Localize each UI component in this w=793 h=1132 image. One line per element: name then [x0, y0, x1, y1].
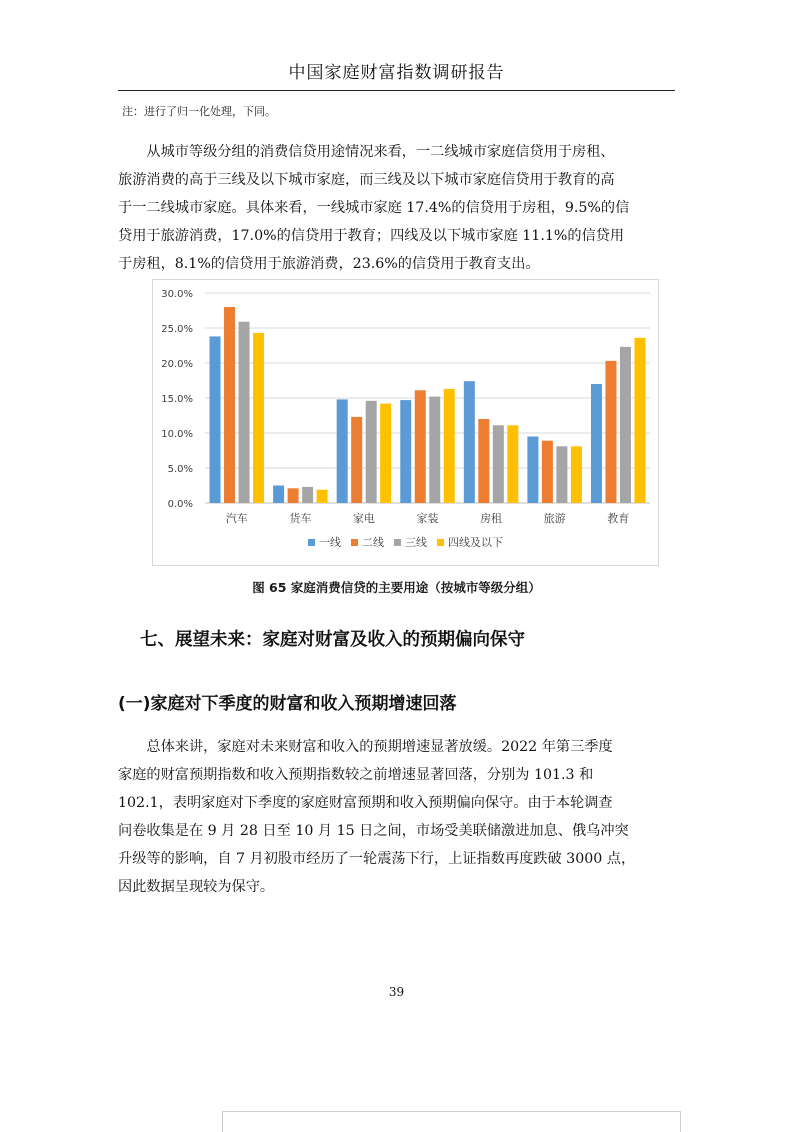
paragraph-expectations — [118, 733, 674, 901]
x-tick-label: 汽车 — [225, 512, 248, 525]
subsection-heading: (一)家庭对下季度的财富和收入预期增速回落 — [118, 694, 457, 714]
bar-三线-汽车 — [239, 322, 250, 503]
bar-二线-家电 — [351, 417, 362, 503]
bar-二线-货车 — [288, 488, 299, 503]
legend-swatch — [394, 539, 401, 546]
bar-三线-货车 — [302, 487, 313, 503]
bar-二线-汽车 — [224, 307, 235, 503]
bar-一线-房租 — [464, 381, 475, 503]
bar-三线-家装 — [429, 397, 440, 503]
y-tick-label: 5.0% — [167, 464, 193, 475]
bar-三线-房租 — [493, 425, 504, 503]
paragraph-line: 102.1，表明家庭对下季度的家庭财富预期和收入预期偏向保守。由于本轮调查 — [118, 795, 613, 811]
x-tick-label: 房租 — [480, 512, 503, 525]
bar-三线-教育 — [620, 347, 631, 503]
bar-chart — [153, 280, 658, 565]
y-axis-ticks — [161, 289, 193, 510]
chart-bars — [210, 307, 646, 503]
y-tick-label: 15.0% — [161, 394, 193, 405]
x-axis-ticks — [226, 511, 629, 525]
bar-一线-家电 — [337, 399, 348, 503]
y-tick-label: 10.0% — [161, 429, 193, 440]
paragraph-line: 问卷收集是在 9 月 28 日至 10 月 15 日之间，市场受美联储激进加息、俄乌冲突 — [118, 823, 629, 839]
bar-四线及以下-货车 — [317, 490, 328, 503]
legend-swatch — [351, 539, 358, 546]
x-tick-label: 旅游 — [543, 512, 566, 525]
section-heading: 七、展望未来：家庭对财富及收入的预期偏向保守 — [140, 630, 525, 650]
paragraph-line: 于房租，8.1%的信贷用于旅游消费，23.6%的信贷用于教育支出。 — [118, 256, 540, 272]
bar-四线及以下-房租 — [507, 425, 518, 503]
legend-label: 四线及以下 — [448, 536, 503, 549]
y-tick-label: 20.0% — [161, 359, 193, 370]
bar-一线-教育 — [591, 384, 602, 503]
x-tick-label: 教育 — [607, 512, 630, 525]
x-tick-label: 家电 — [352, 512, 375, 525]
bar-二线-旅游 — [542, 441, 553, 503]
bar-三线-旅游 — [556, 446, 567, 503]
chart-gridlines — [205, 293, 650, 503]
page-number: 39 — [388, 985, 405, 999]
bar-二线-教育 — [605, 361, 616, 503]
figure-caption: 图 65 家庭消费信贷的主要用途（按城市等级分组） — [252, 580, 541, 595]
bar-四线及以下-家电 — [380, 404, 391, 503]
paragraph-line: 家庭的财富预期指数和收入预期指数较之前增速显著回落，分别为 101.3 和 — [118, 767, 594, 783]
chart-container — [152, 279, 659, 566]
bar-二线-家装 — [415, 390, 426, 503]
page-header-title: 中国家庭财富指数调研报告 — [288, 63, 505, 83]
legend-swatch — [308, 539, 315, 546]
header-divider — [118, 90, 675, 91]
legend-label: 二线 — [362, 536, 384, 549]
paragraph-city-credit-usage — [118, 138, 674, 278]
bar-四线及以下-家装 — [444, 389, 455, 503]
bar-四线及以下-教育 — [634, 338, 645, 503]
x-tick-label: 家装 — [416, 512, 439, 525]
x-tick-label: 货车 — [289, 512, 312, 525]
paragraph-line: 升级等的影响，自 7 月初股市经历了一轮震荡下行，上证指数再度跌破 3000 点， — [118, 851, 636, 867]
legend-label: 一线 — [319, 536, 341, 549]
legend-swatch — [437, 539, 444, 546]
y-tick-label: 25.0% — [161, 324, 193, 335]
paragraph-line: 旅游消费的高于三线及以下城市家庭，而三线及以下城市家庭信贷用于教育的高 — [118, 172, 615, 188]
paragraph-line: 贷用于旅游消费，17.0%的信贷用于教育；四线及以下城市家庭 11.1%的信贷用 — [118, 228, 625, 244]
bar-二线-房租 — [478, 419, 489, 503]
bar-四线及以下-旅游 — [571, 446, 582, 503]
bar-一线-旅游 — [527, 437, 538, 504]
bar-一线-汽车 — [210, 336, 221, 503]
paragraph-line: 于一二线城市家庭。具体来看，一线城市家庭 17.4%的信贷用于房租，9.5%的信 — [118, 200, 630, 216]
chart-legend — [308, 535, 503, 549]
legend-label: 三线 — [405, 536, 427, 549]
bar-一线-家装 — [400, 400, 411, 503]
y-tick-label: 0.0% — [167, 499, 193, 510]
paragraph-line: 总体来讲，家庭对未来财富和收入的预期增速显著放缓。2022 年第三季度 — [146, 739, 613, 755]
chart-note: 注：进行了归一化处理，下同。 — [122, 105, 276, 118]
paragraph-line: 因此数据呈现较为保守。 — [118, 879, 275, 895]
bar-三线-家电 — [366, 401, 377, 503]
bar-一线-货车 — [273, 486, 284, 504]
bar-四线及以下-汽车 — [253, 333, 264, 503]
y-tick-label: 30.0% — [161, 289, 193, 300]
paragraph-line: 从城市等级分组的消费信贷用途情况来看，一二线城市家庭信贷用于房租、 — [146, 144, 615, 160]
